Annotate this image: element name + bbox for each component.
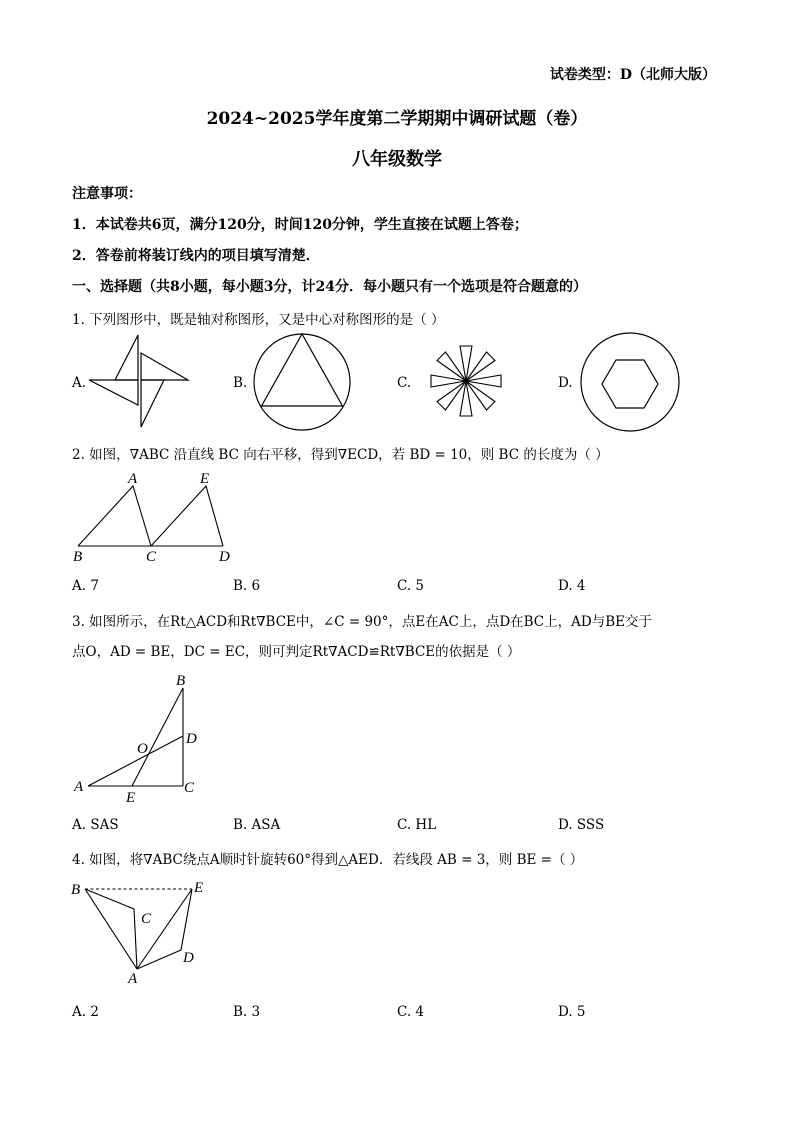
notes-heading: 注意事项： [72,186,142,202]
question-3-stem-line-2: 点O，AD = BE，DC = EC，则可判定Rt∇ACD≌Rt∇BCE的依据是（ ） [72,644,521,660]
point-b-label: B [71,882,81,898]
question-2-stem: 2. 如图，∇ABC 沿直线 BC 向右平移，得到∇ECD，若 BD = 10，则 BC 的长度为（ ） [72,447,609,463]
q1-pinwheel-figure [94,330,194,430]
point-e-label: E [200,471,210,487]
point-d-label: D [219,549,230,565]
inscribed-triangle [262,334,343,406]
outer-circle [254,334,350,430]
question-4-stem: 4. 如图，将∇ABC绕点A顺时针旋转60°得到△AED．若线段 AB = 3，则 BE =（ ） [72,852,584,868]
q1-option-d-label: D. [558,375,573,391]
q1-option-b-label: B. [233,375,248,391]
pinwheel-blade-bottom [141,380,164,427]
point-e-label: E [194,880,204,896]
q4-option-a: A. 2 [72,1004,99,1020]
q2-option-c: C. 5 [397,578,425,594]
q3-option-c: C. HL [397,817,437,833]
q1-option-c-label: C. [397,375,412,391]
point-a-label: A [128,971,138,987]
point-d-label: D [186,731,197,747]
triangle-abc [78,486,151,546]
page-subtitle: 八年级数学 [352,149,442,170]
triangle-ecd [151,486,223,546]
point-c-label: C [146,549,157,565]
q4-rotation-figure [68,874,218,989]
q4-option-b: B. 3 [233,1004,261,1020]
notes-item-1: 1．本试卷共6页，满分120分，时间120分钟，学生直接在试题上答卷； [72,217,528,233]
point-c-label: C [141,911,152,927]
q3-option-b: B. ASA [233,817,281,833]
point-b-label: B [73,549,83,565]
q4-option-c: C. 4 [397,1004,425,1020]
pinwheel-blade-top [115,335,138,380]
q3-option-d: D. SSS [558,817,605,833]
point-a-label: A [128,471,138,487]
pinwheel-blade-right [141,353,188,380]
point-d-label: D [183,950,194,966]
notes-item-2: 2．答卷前将装订线内的项目填写清楚． [72,248,320,264]
q1-circle-hexagon-figure [580,332,680,432]
point-o-label: O [137,741,148,757]
q2-option-b: B. 6 [233,578,261,594]
point-a-label: A [74,779,84,795]
question-3-stem-line-1: 3. 如图所示，在Rt△ACD和Rt∇BCE中，∠C = 90°，点E在AC上，点D在BC上，AD与BE交于 [72,614,652,630]
segment-ab [85,889,137,969]
q4-option-d: D. 5 [558,1004,586,1020]
star-blades [431,346,501,416]
section-1-heading: 一、选择题（共8小题，每小题3分，计24分．每小题只有一个选项是符合题意的） [72,279,587,295]
page-title: 2024~2025学年度第二学期期中调研试题（卷） [206,109,588,129]
q2-option-d: D. 4 [558,578,586,594]
q1-option-a-label: A. [72,375,87,391]
segment-be [132,688,183,786]
q2-option-a: A. 7 [72,578,99,594]
exam-type-label: 试卷类型：D（北师大版） [549,67,716,83]
point-e-label: E [126,790,136,806]
q3-option-a: A. SAS [72,817,119,833]
q1-circle-triangle-figure [252,332,352,432]
q2-translation-figure [70,470,240,565]
question-1-stem: 1. 下列图形中，既是轴对称图形，又是中心对称图形的是（ ） [72,312,445,328]
inner-hexagon [602,360,658,408]
pinwheel-blade-left [89,380,138,405]
q1-star-figure [416,334,516,434]
q3-right-triangles-figure [70,668,210,808]
outer-circle [581,333,679,431]
point-c-label: C [184,780,195,796]
point-b-label: B [176,673,186,689]
